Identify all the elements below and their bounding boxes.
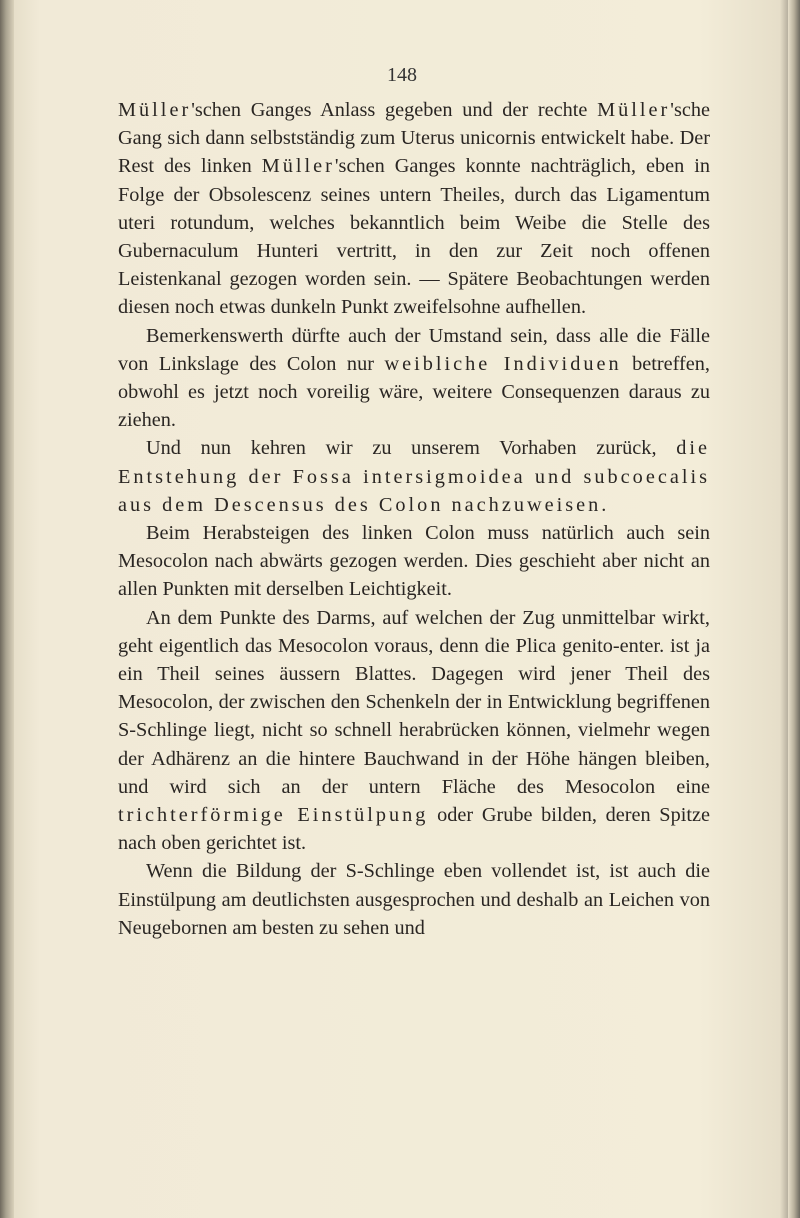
paragraph xyxy=(118,604,710,858)
text-span: Bemerkenswerth dürfte auch der Umstand sein, dass alle die Fälle von Linkslage des Colon nur xyxy=(118,324,710,375)
text-span: Müller xyxy=(261,155,335,178)
paragraph xyxy=(118,96,710,322)
text-span: An dem Punkte des Darms, auf welchen der Zug unmittelbar wirkt, geht eigentlich das Mesocolon voraus, denn die Plica genito-enter. ist ja ein Theil seines äussern Blattes. Dagegen wird jener Theil des Mesocolon, der zwischen den Schenkeln der in Entwicklung begriffenen S-Schlinge liegt, nicht so schnell herabrücken können, vielmehr wegen der Adhärenz an die hintere Bauchwand in der Höhe hängen bleiben, und wird sich an der untern Fläche des Mesocolon eine xyxy=(118,606,710,798)
text-span: 'schen Ganges konnte nachträglich, eben in Folge der Obsolescenz seines untern Theiles, durch das Ligamentum uteri rotundum, welches bekanntlich beim Weibe die Stelle des Gubernaculum Hunteri vertritt, in den zur Zeit noch offenen Leistenkanal gezogen worden sein. — Spätere Beobachtungen werden diesen noch etwas dunkeln Punkt zweifelsohne aufhellen. xyxy=(118,155,710,319)
paragraph xyxy=(118,857,710,942)
body-text xyxy=(118,96,710,942)
page-gutter-shadow xyxy=(0,0,14,1218)
text-span: weibliche Individuen xyxy=(384,352,622,375)
paragraph xyxy=(118,519,710,604)
text-span: Und nun kehren wir zu unserem Vorhaben zurück, xyxy=(146,437,677,460)
page-number: 148 xyxy=(387,64,417,86)
text-span: betreffen, obwohl es jetzt noch voreilig wäre, weitere Consequenzen daraus zu ziehen. xyxy=(118,352,710,432)
text-span: 'schen Ganges Anlass gegeben und der rechte xyxy=(191,99,598,121)
page-edge xyxy=(788,0,800,1218)
text-span: oder Grube bilden, deren Spitze nach oben gerichtet ist. xyxy=(118,804,710,855)
text-span: Beim Herabsteigen des linken Colon muss natürlich auch sein Mesocolon nach abwärts gezogen werden. Dies geschieht aber nicht an allen Punkten mit derselben Leichtigkeit. xyxy=(118,522,710,601)
text-span: Müller xyxy=(597,99,671,121)
text-span: Müller xyxy=(118,99,192,121)
text-span: die Entstehung der Fossa intersigmoidea und subcoecalis aus dem Descensus des Colon nachzuweisen. xyxy=(118,437,710,516)
paragraph xyxy=(118,434,710,519)
paragraph xyxy=(118,322,710,435)
text-span: 'sche Gang sich dann selbstständig zum Uterus unicornis entwickelt habe. Der Rest des linken xyxy=(118,99,710,178)
text-span: Wenn die Bildung der S-Schlinge eben vollendet ist, ist auch die Einstülpung am deutlichsten ausgesprochen und deshalb an Leichen von Neugebornen am besten zu sehen und xyxy=(118,860,710,939)
text-span: trichterförmige Einstülpung xyxy=(118,804,429,827)
